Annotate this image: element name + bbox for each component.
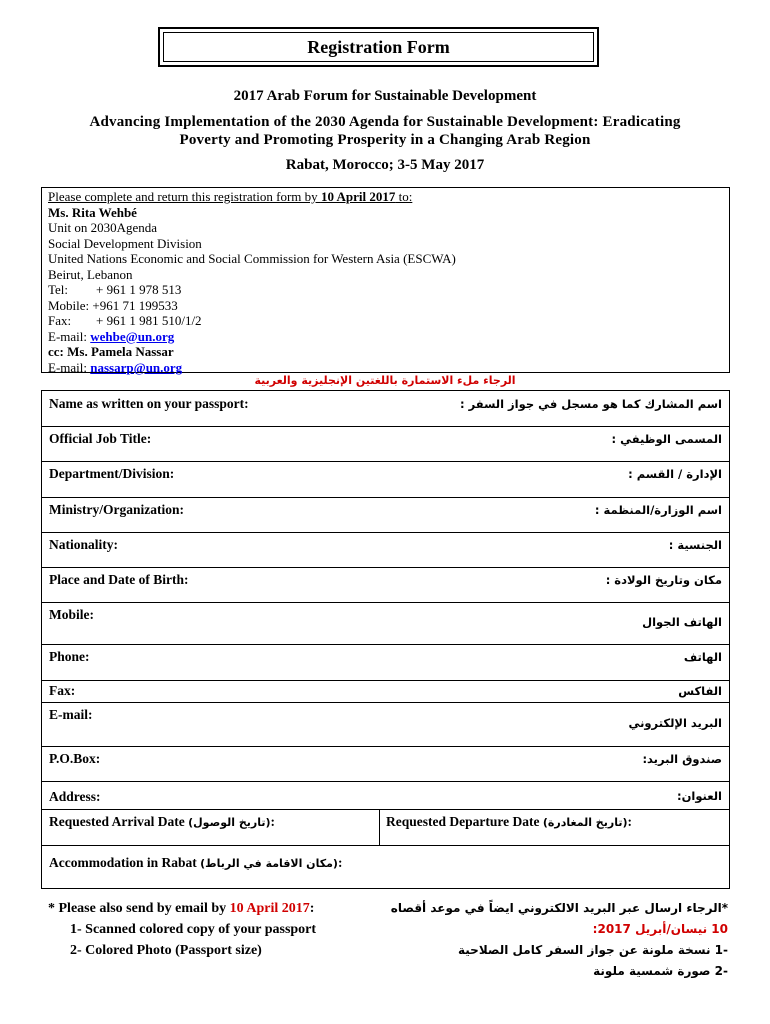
- form-title: Registration Form: [163, 32, 594, 62]
- event-name: 2017 Arab Forum for Sustainable Development: [233, 88, 537, 104]
- field-email[interactable]: [42, 702, 729, 747]
- field-label-ar: الهاتف الجوال: [642, 615, 722, 629]
- field-pobox[interactable]: [42, 746, 729, 782]
- field-label-ar: البريد الإلكتروني: [628, 716, 722, 730]
- cc-email-link[interactable]: nassarp@un.org: [90, 359, 183, 375]
- field-label: Phone:: [49, 649, 90, 664]
- field-label: Name as written on your passport:: [49, 396, 249, 411]
- cc-email-row: [48, 360, 723, 376]
- contact-intro: [48, 189, 723, 205]
- footer-en-intro: [48, 898, 316, 919]
- field-label: E-mail:: [49, 707, 93, 722]
- contact-name: Ms. Rita Wehbé: [48, 204, 137, 220]
- field-label-ar: الفاكس: [678, 684, 722, 698]
- contact-email-row: [48, 329, 723, 345]
- field-label-ar: اسم المشارك كما هو مسجل في جواز السفر :: [460, 397, 722, 411]
- footer-en-item-1: 1- Scanned colored copy of your passport: [70, 922, 317, 937]
- footer-en-item-2: 2- Colored Photo (Passport size): [70, 943, 262, 958]
- field-label-ar: العنوان:: [676, 789, 722, 803]
- contact-tel: [48, 282, 723, 298]
- arrival-label: [49, 814, 275, 830]
- field-label: Ministry/Organization:: [49, 502, 184, 517]
- event-theme-line1: Advancing Implementation of the 2030 Agenda for Sustainable Development: Eradicating: [89, 114, 681, 130]
- field-label-ar: اسم الوزارة/المنظمة :: [594, 503, 722, 517]
- intro-text: Please complete and return this registration form by: [48, 189, 321, 204]
- field-label: Fax:: [49, 683, 76, 698]
- footer-ar-item-1: -1 نسخة ملونة عن جواز السفر كامل الصلاحية: [458, 943, 728, 957]
- departure-ar: (تاريخ المغادرة): [542, 816, 628, 829]
- registration-table: [41, 390, 730, 889]
- footer-en-date: 10 April 2017: [229, 901, 310, 916]
- contact-org: United Nations Economic and Social Commission for Western Asia (ESCWA): [48, 251, 456, 266]
- contact-mobile: Mobile: +961 71 199533: [48, 297, 178, 313]
- field-label: Mobile:: [49, 607, 94, 622]
- tel-label: Tel:: [48, 282, 69, 297]
- footer-english: [48, 898, 316, 961]
- field-address[interactable]: [42, 781, 729, 810]
- accommodation-en: Accommodation in Rabat: [49, 855, 197, 870]
- cc-name: cc: Ms. Pamela Nassar: [48, 344, 174, 359]
- field-fax[interactable]: [42, 680, 729, 703]
- fax-value: + 961 1 981 510/1/2: [96, 313, 202, 328]
- footer-ar-item-2: -2 صورة شمسية ملونة: [593, 964, 728, 978]
- field-label: Nationality:: [49, 537, 118, 552]
- field-job-title[interactable]: [42, 426, 729, 462]
- event-theme-line2: Poverty and Promoting Prosperity in a Changing Arab Region: [179, 132, 591, 148]
- arrival-ar: (تاريخ الوصول): [188, 816, 271, 829]
- field-label-ar: الهاتف: [683, 650, 722, 664]
- contact-city: Beirut, Lebanon: [48, 266, 133, 282]
- contact-box: [41, 187, 730, 373]
- field-label-ar: صندوق البريد:: [642, 752, 722, 766]
- cc-email-label: E-mail:: [48, 359, 91, 375]
- footer-en-text: * Please also send by email by: [48, 901, 230, 916]
- contact-fax: [48, 313, 723, 329]
- arrival-colon: :: [270, 814, 276, 829]
- footer-arabic: [388, 898, 728, 982]
- intro-suffix: to:: [395, 189, 413, 204]
- contact-division: Social Development Division: [48, 235, 202, 251]
- accommodation-colon: :: [337, 855, 343, 870]
- departure-label: [386, 814, 632, 830]
- field-phone[interactable]: [42, 644, 729, 681]
- footer-ar-intro: *الرجاء ارسال عبر البريد الالكتروني ايضاً في موعد أقصاه: [390, 901, 728, 915]
- departure-colon: :: [627, 814, 632, 829]
- field-ministry[interactable]: [42, 497, 729, 533]
- event-theme: [0, 113, 770, 149]
- contact-unit: Unit on 2030Agenda: [48, 220, 158, 235]
- field-passport-name[interactable]: [42, 391, 729, 427]
- footer-en-colon: :: [309, 901, 315, 916]
- event-location-date: Rabat, Morocco; 3-5 May 2017: [285, 157, 485, 173]
- field-birth[interactable]: [42, 567, 729, 603]
- field-label-ar: الإدارة / القسم :: [628, 467, 722, 481]
- departure-en: Requested Departure Date: [386, 814, 540, 829]
- email-label: E-mail:: [48, 328, 91, 344]
- title-box: [158, 27, 599, 67]
- field-accommodation[interactable]: [42, 845, 729, 890]
- field-label-ar: المسمى الوظيفي :: [611, 432, 722, 446]
- field-label-ar: مكان وتاريخ الولادة :: [605, 573, 722, 587]
- field-arrival-date[interactable]: [42, 809, 380, 845]
- field-departure-date[interactable]: [379, 809, 729, 845]
- fax-label: Fax:: [48, 313, 72, 328]
- deadline-date: 10 April 2017: [320, 189, 396, 204]
- field-label: Official Job Title:: [49, 431, 152, 446]
- field-label: Place and Date of Birth:: [49, 572, 189, 587]
- field-label: Address:: [49, 789, 101, 804]
- accommodation-ar: (مكان الاقامة في الرباط): [200, 857, 338, 870]
- dates-row: [42, 809, 729, 846]
- accommodation-label: [49, 855, 342, 871]
- field-mobile[interactable]: [42, 602, 729, 645]
- contact-email-link[interactable]: wehbe@un.org: [90, 328, 175, 344]
- arabic-instruction: الرجاء ملء الاستمارة باللغتين الإنجليزية والعربية: [254, 374, 516, 387]
- field-label: P.O.Box:: [49, 751, 101, 766]
- tel-value: + 961 1 978 513: [96, 282, 182, 297]
- field-label-ar: الجنسية :: [668, 538, 722, 552]
- field-department[interactable]: [42, 461, 729, 498]
- footer-ar-date: 10 نيسان/أبريل 2017:: [592, 922, 728, 936]
- field-nationality[interactable]: [42, 532, 729, 568]
- arrival-en: Requested Arrival Date: [49, 814, 185, 829]
- field-label: Department/Division:: [49, 466, 175, 481]
